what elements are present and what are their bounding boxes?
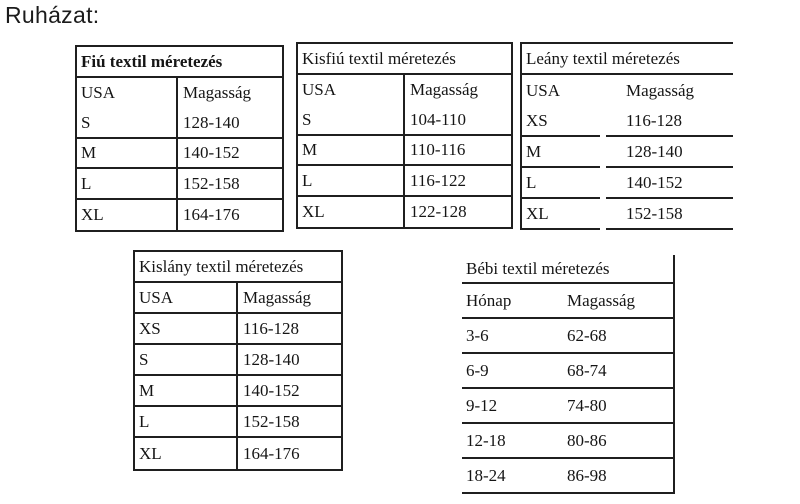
table-title: Bébi textil méretezés: [462, 255, 673, 284]
month-cell: 6-9: [466, 361, 489, 380]
height-cell: 116-128: [606, 106, 733, 137]
col-header-height: Magasság: [567, 291, 635, 310]
table-row: [522, 168, 733, 199]
table-row: [135, 407, 341, 438]
height-cell: 140-152: [183, 143, 240, 163]
size-cell: S: [298, 105, 405, 134]
table-kisfiu: [296, 42, 513, 229]
height-cell: 152-158: [243, 412, 300, 431]
table-row: [462, 459, 673, 494]
height-cell: 140-152: [243, 381, 300, 400]
table-title: Kisfiú textil méretezés: [298, 44, 511, 75]
table-leany: [520, 42, 733, 230]
size-cell: M: [522, 137, 600, 168]
table-row: [135, 376, 341, 407]
height-cell: 128-140: [183, 112, 240, 132]
col-header-height: Magasság: [410, 80, 478, 100]
table-row: [77, 169, 282, 200]
month-cell: 9-12: [466, 396, 498, 415]
col-header-height: Magasság: [626, 81, 694, 100]
height-cell: 128-140: [243, 350, 300, 369]
table-row: [462, 354, 673, 389]
col-header-size: USA: [77, 78, 178, 109]
size-cell: XS: [522, 106, 600, 137]
height-cell: 122-128: [410, 202, 467, 222]
height-cell: 110-116: [410, 140, 466, 160]
table-row: [462, 319, 673, 354]
col-header-size: USA: [526, 81, 561, 100]
table-row: [298, 166, 511, 197]
table-row: [77, 139, 282, 170]
table-fiu: [75, 45, 284, 232]
header-row: [77, 78, 282, 109]
height-cell: 86-98: [567, 466, 607, 485]
table-row: [462, 424, 673, 459]
table-row: [298, 105, 511, 136]
table-row: [522, 137, 733, 168]
height-cell: 140-152: [606, 168, 733, 199]
size-cell: M: [135, 376, 238, 405]
table-row: [522, 199, 733, 230]
page-title: Ruházat:: [5, 2, 100, 28]
size-cell: M: [77, 139, 178, 168]
size-cell: L: [77, 169, 178, 198]
table-bebi: [462, 255, 675, 494]
month-cell: 12-18: [466, 431, 506, 450]
table-title: Fiú textil méretezés: [77, 47, 282, 78]
size-cell: XL: [522, 199, 600, 230]
table-row: [135, 314, 341, 345]
height-cell: 74-80: [567, 396, 607, 415]
size-cell: XS: [135, 314, 238, 343]
table-row: [135, 438, 341, 469]
height-cell: 116-122: [410, 170, 467, 190]
height-cell: 80-86: [567, 431, 607, 450]
col-header-size: USA: [135, 283, 238, 312]
table-title: Kislány textil méretezés: [135, 252, 341, 283]
height-cell: 152-158: [606, 199, 733, 230]
table-row: [298, 136, 511, 167]
col-header-height: Magasság: [243, 288, 311, 307]
table-row: [462, 389, 673, 424]
table-row: [77, 200, 282, 231]
size-cell: M: [298, 136, 405, 165]
month-cell: 18-24: [466, 466, 506, 485]
table-row: [298, 197, 511, 228]
col-header-size: USA: [298, 75, 405, 106]
height-cell: 104-110: [410, 109, 467, 129]
header-row: [135, 283, 341, 314]
size-cell: L: [522, 168, 600, 199]
header-row: [522, 75, 733, 106]
size-cell: S: [135, 345, 238, 374]
table-title: Leány textil méretezés: [522, 44, 733, 75]
size-cell: L: [298, 166, 405, 195]
height-cell: 116-128: [243, 319, 300, 338]
height-cell: 68-74: [567, 361, 607, 380]
size-cell: S: [77, 108, 178, 137]
col-header-height: Magasság: [183, 83, 251, 103]
height-cell: 164-176: [243, 444, 300, 463]
height-cell: 62-68: [567, 326, 607, 345]
header-row: [298, 75, 511, 106]
size-cell: XL: [77, 200, 178, 231]
size-cell: L: [135, 407, 238, 436]
height-cell: 152-158: [183, 173, 240, 193]
table-row: [77, 108, 282, 139]
height-cell: 164-176: [183, 205, 240, 225]
table-row: [135, 345, 341, 376]
col-header-month: Hónap: [466, 291, 512, 310]
height-cell: 128-140: [606, 137, 733, 168]
size-cell: XL: [298, 197, 405, 228]
size-cell: XL: [135, 438, 238, 469]
table-kislany: [133, 250, 343, 471]
month-cell: 3-6: [466, 326, 489, 345]
header-row: [462, 284, 673, 319]
table-row: [522, 106, 733, 137]
